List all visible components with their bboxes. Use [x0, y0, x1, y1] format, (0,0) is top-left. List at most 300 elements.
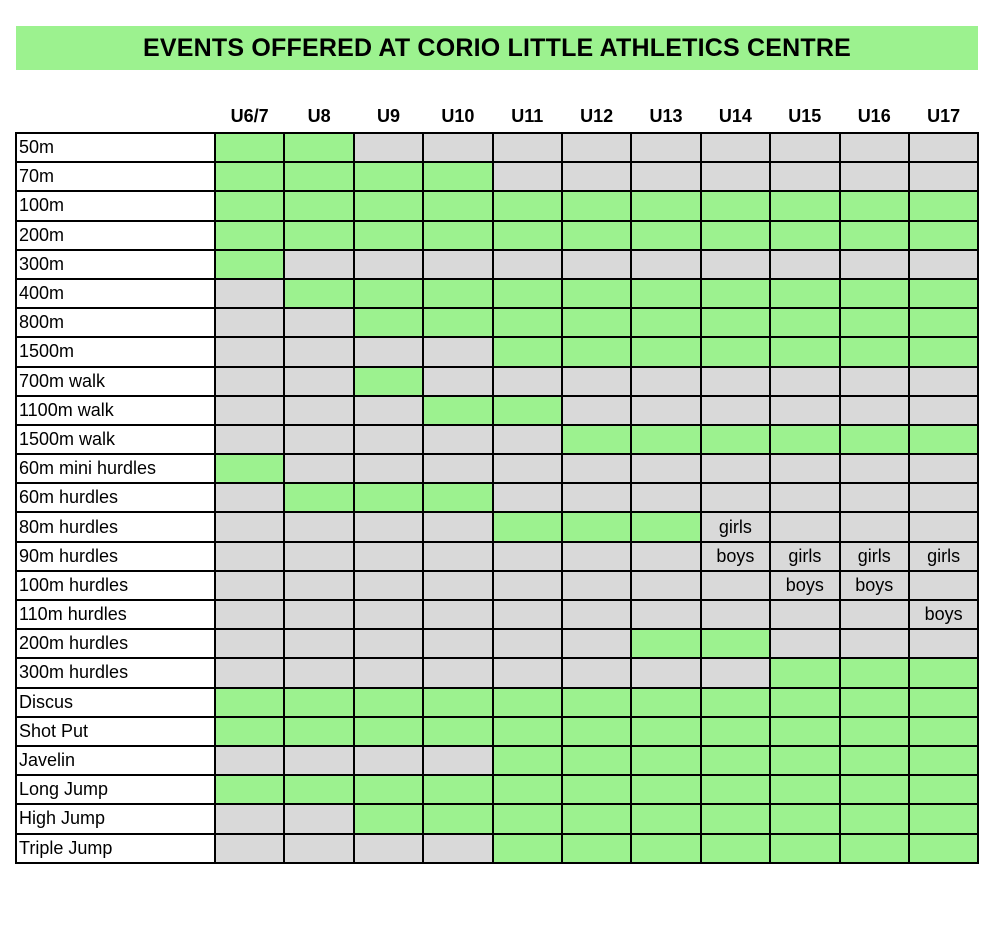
not-offered-cell — [284, 571, 353, 600]
not-offered-cell — [284, 512, 353, 541]
offered-cell — [770, 775, 839, 804]
events-table — [15, 132, 979, 864]
event-name: Shot Put — [16, 717, 215, 746]
offered-cell — [562, 717, 631, 746]
not-offered-cell — [354, 454, 423, 483]
offered-cell — [631, 688, 700, 717]
offered-cell — [423, 775, 492, 804]
not-offered-cell — [354, 600, 423, 629]
not-offered-cell — [701, 133, 770, 162]
not-offered-cell: boys — [701, 542, 770, 571]
not-offered-cell — [423, 250, 492, 279]
offered-cell — [493, 834, 562, 863]
offered-cell — [701, 221, 770, 250]
not-offered-cell — [493, 133, 562, 162]
not-offered-cell — [701, 658, 770, 687]
offered-cell — [701, 425, 770, 454]
age-group-label: U14 — [718, 106, 752, 126]
event-name: 100m hurdles — [16, 571, 215, 600]
offered-cell — [215, 775, 284, 804]
event-name: Long Jump — [16, 775, 215, 804]
event-name: 1500m walk — [16, 425, 215, 454]
not-offered-cell — [215, 571, 284, 600]
offered-cell — [493, 221, 562, 250]
offered-cell — [354, 367, 423, 396]
offered-cell — [423, 162, 492, 191]
age-group-label: U17 — [927, 106, 961, 126]
offered-cell — [631, 746, 700, 775]
age-group-label: U12 — [580, 106, 614, 126]
not-offered-cell — [215, 308, 284, 337]
table-row — [16, 600, 978, 629]
offered-cell — [631, 775, 700, 804]
not-offered-cell — [215, 425, 284, 454]
table-row — [16, 162, 978, 191]
offered-cell — [215, 221, 284, 250]
event-name: 300m — [16, 250, 215, 279]
age-group-label: U8 — [307, 106, 331, 126]
offered-cell — [215, 688, 284, 717]
age-group-label: U15 — [788, 106, 822, 126]
not-offered-cell — [770, 629, 839, 658]
offered-cell — [493, 191, 562, 220]
offered-cell — [215, 162, 284, 191]
offered-cell — [840, 775, 909, 804]
offered-cell — [493, 512, 562, 541]
offered-cell — [631, 337, 700, 366]
not-offered-cell — [631, 483, 700, 512]
not-offered-cell — [354, 746, 423, 775]
offered-cell — [423, 191, 492, 220]
not-offered-cell — [631, 658, 700, 687]
not-offered-cell — [493, 571, 562, 600]
table-row — [16, 629, 978, 658]
not-offered-cell — [770, 396, 839, 425]
event-name: 800m — [16, 308, 215, 337]
not-offered-cell — [215, 542, 284, 571]
not-offered-cell — [562, 133, 631, 162]
offered-cell — [284, 483, 353, 512]
not-offered-cell — [562, 367, 631, 396]
not-offered-cell — [493, 542, 562, 571]
event-name: Javelin — [16, 746, 215, 775]
offered-cell — [215, 454, 284, 483]
offered-cell — [423, 279, 492, 308]
offered-cell — [770, 804, 839, 833]
table-row — [16, 512, 978, 541]
offered-cell — [631, 629, 700, 658]
offered-cell — [423, 221, 492, 250]
not-offered-cell — [215, 512, 284, 541]
event-name: 700m walk — [16, 367, 215, 396]
not-offered-cell — [423, 600, 492, 629]
offered-cell — [840, 688, 909, 717]
age-group-label: U6/7 — [230, 106, 269, 126]
not-offered-cell — [701, 571, 770, 600]
event-name: 200m hurdles — [16, 629, 215, 658]
offered-cell — [354, 279, 423, 308]
table-row — [16, 746, 978, 775]
not-offered-cell — [354, 658, 423, 687]
not-offered-cell — [909, 367, 978, 396]
event-name: 1500m — [16, 337, 215, 366]
offered-cell — [423, 688, 492, 717]
offered-cell — [493, 688, 562, 717]
not-offered-cell: boys — [909, 600, 978, 629]
offered-cell — [701, 775, 770, 804]
not-offered-cell — [354, 425, 423, 454]
not-offered-cell — [423, 658, 492, 687]
not-offered-cell — [770, 454, 839, 483]
offered-cell — [423, 804, 492, 833]
offered-cell — [354, 804, 423, 833]
offered-cell — [909, 658, 978, 687]
not-offered-cell — [631, 396, 700, 425]
not-offered-cell — [423, 337, 492, 366]
not-offered-cell — [354, 571, 423, 600]
offered-cell — [840, 804, 909, 833]
not-offered-cell — [354, 542, 423, 571]
offered-cell — [701, 688, 770, 717]
not-offered-cell — [284, 337, 353, 366]
offered-cell — [284, 191, 353, 220]
not-offered-cell — [909, 162, 978, 191]
not-offered-cell — [284, 425, 353, 454]
not-offered-cell — [423, 746, 492, 775]
offered-cell — [631, 804, 700, 833]
offered-cell — [770, 717, 839, 746]
not-offered-cell — [562, 483, 631, 512]
not-offered-cell — [770, 367, 839, 396]
not-offered-cell — [423, 133, 492, 162]
not-offered-cell — [909, 133, 978, 162]
offered-cell — [354, 308, 423, 337]
offered-cell — [701, 191, 770, 220]
offered-cell — [770, 658, 839, 687]
not-offered-cell — [354, 337, 423, 366]
event-name: 80m hurdles — [16, 512, 215, 541]
offered-cell — [284, 133, 353, 162]
table-row — [16, 425, 978, 454]
event-name: 400m — [16, 279, 215, 308]
not-offered-cell — [284, 834, 353, 863]
offered-cell — [701, 308, 770, 337]
offered-cell — [562, 804, 631, 833]
event-name: 70m — [16, 162, 215, 191]
age-group-label: U10 — [441, 106, 475, 126]
not-offered-cell — [493, 600, 562, 629]
offered-cell — [423, 308, 492, 337]
not-offered-cell — [493, 162, 562, 191]
offered-cell — [840, 191, 909, 220]
offered-cell — [631, 717, 700, 746]
not-offered-cell — [354, 512, 423, 541]
not-offered-cell: boys — [770, 571, 839, 600]
table-row — [16, 396, 978, 425]
not-offered-cell — [701, 367, 770, 396]
offered-cell — [631, 512, 700, 541]
not-offered-cell — [840, 162, 909, 191]
not-offered-cell — [840, 250, 909, 279]
offered-cell — [909, 308, 978, 337]
offered-cell — [770, 834, 839, 863]
not-offered-cell — [631, 367, 700, 396]
not-offered-cell — [909, 396, 978, 425]
event-name: Triple Jump — [16, 834, 215, 863]
not-offered-cell — [562, 600, 631, 629]
offered-cell — [909, 425, 978, 454]
offered-cell — [840, 279, 909, 308]
offered-cell — [423, 717, 492, 746]
not-offered-cell — [909, 629, 978, 658]
event-name: 300m hurdles — [16, 658, 215, 687]
offered-cell — [770, 688, 839, 717]
offered-cell — [770, 337, 839, 366]
offered-cell — [562, 746, 631, 775]
age-group-label: U11 — [511, 106, 544, 126]
page-title: EVENTS OFFERED AT CORIO LITTLE ATHLETICS CENTRE — [16, 26, 978, 70]
not-offered-cell — [562, 571, 631, 600]
not-offered-cell — [701, 162, 770, 191]
event-name: 90m hurdles — [16, 542, 215, 571]
offered-cell — [840, 658, 909, 687]
offered-cell — [909, 804, 978, 833]
not-offered-cell: girls — [770, 542, 839, 571]
not-offered-cell — [562, 454, 631, 483]
not-offered-cell — [423, 629, 492, 658]
not-offered-cell — [840, 600, 909, 629]
table-row — [16, 454, 978, 483]
offered-cell — [215, 133, 284, 162]
not-offered-cell — [423, 425, 492, 454]
not-offered-cell — [562, 250, 631, 279]
offered-cell — [840, 834, 909, 863]
event-name: 200m — [16, 221, 215, 250]
not-offered-cell — [840, 396, 909, 425]
offered-cell — [562, 512, 631, 541]
not-offered-cell — [631, 600, 700, 629]
table-row — [16, 717, 978, 746]
table-row — [16, 571, 978, 600]
offered-cell — [284, 688, 353, 717]
offered-cell — [770, 425, 839, 454]
not-offered-cell — [493, 425, 562, 454]
not-offered-cell — [423, 367, 492, 396]
not-offered-cell — [284, 629, 353, 658]
not-offered-cell — [284, 804, 353, 833]
offered-cell — [493, 279, 562, 308]
offered-cell — [840, 717, 909, 746]
not-offered-cell — [631, 571, 700, 600]
not-offered-cell — [631, 454, 700, 483]
offered-cell — [909, 688, 978, 717]
not-offered-cell — [770, 512, 839, 541]
not-offered-cell — [354, 629, 423, 658]
offered-cell — [562, 425, 631, 454]
not-offered-cell — [215, 483, 284, 512]
offered-cell — [770, 746, 839, 775]
table-row — [16, 367, 978, 396]
offered-cell — [631, 425, 700, 454]
not-offered-cell — [840, 133, 909, 162]
not-offered-cell — [909, 483, 978, 512]
not-offered-cell — [562, 658, 631, 687]
offered-cell — [840, 746, 909, 775]
offered-cell — [631, 279, 700, 308]
age-group-label: U16 — [857, 106, 891, 126]
offered-cell — [770, 279, 839, 308]
not-offered-cell — [562, 629, 631, 658]
not-offered-cell — [215, 658, 284, 687]
not-offered-cell — [840, 512, 909, 541]
offered-cell — [562, 279, 631, 308]
not-offered-cell — [562, 162, 631, 191]
offered-cell — [493, 717, 562, 746]
offered-cell — [284, 717, 353, 746]
not-offered-cell — [215, 804, 284, 833]
offered-cell — [493, 337, 562, 366]
not-offered-cell — [423, 571, 492, 600]
table-row — [16, 688, 978, 717]
offered-cell — [909, 191, 978, 220]
table-row — [16, 542, 978, 571]
event-name: High Jump — [16, 804, 215, 833]
not-offered-cell — [493, 629, 562, 658]
offered-cell — [215, 717, 284, 746]
not-offered-cell — [631, 133, 700, 162]
offered-cell — [423, 483, 492, 512]
offered-cell — [701, 629, 770, 658]
offered-cell — [631, 834, 700, 863]
not-offered-cell — [354, 396, 423, 425]
offered-cell — [701, 717, 770, 746]
not-offered-cell — [284, 658, 353, 687]
not-offered-cell: girls — [701, 512, 770, 541]
not-offered-cell — [701, 600, 770, 629]
event-name: 50m — [16, 133, 215, 162]
table-row — [16, 279, 978, 308]
age-group-header — [215, 103, 978, 129]
event-name: 110m hurdles — [16, 600, 215, 629]
not-offered-cell — [215, 337, 284, 366]
table-row — [16, 191, 978, 220]
offered-cell — [631, 308, 700, 337]
offered-cell — [840, 337, 909, 366]
not-offered-cell: girls — [840, 542, 909, 571]
not-offered-cell — [215, 600, 284, 629]
not-offered-cell — [701, 483, 770, 512]
offered-cell — [215, 191, 284, 220]
offered-cell — [562, 337, 631, 366]
not-offered-cell — [562, 396, 631, 425]
not-offered-cell — [354, 133, 423, 162]
not-offered-cell — [701, 396, 770, 425]
offered-cell — [701, 746, 770, 775]
offered-cell — [770, 308, 839, 337]
event-name: Discus — [16, 688, 215, 717]
table-row — [16, 804, 978, 833]
not-offered-cell — [215, 629, 284, 658]
not-offered-cell — [631, 250, 700, 279]
not-offered-cell — [770, 162, 839, 191]
table-row — [16, 834, 978, 863]
not-offered-cell — [215, 746, 284, 775]
offered-cell — [562, 191, 631, 220]
table-row — [16, 250, 978, 279]
offered-cell — [354, 717, 423, 746]
offered-cell — [562, 688, 631, 717]
offered-cell — [909, 221, 978, 250]
event-name: 60m hurdles — [16, 483, 215, 512]
not-offered-cell — [423, 542, 492, 571]
table-row — [16, 337, 978, 366]
not-offered-cell — [493, 658, 562, 687]
offered-cell — [909, 337, 978, 366]
offered-cell — [493, 308, 562, 337]
not-offered-cell — [215, 279, 284, 308]
table-row — [16, 308, 978, 337]
not-offered-cell — [284, 454, 353, 483]
offered-cell — [284, 221, 353, 250]
not-offered-cell — [909, 512, 978, 541]
table-row — [16, 483, 978, 512]
age-group-label: U13 — [649, 106, 683, 126]
not-offered-cell — [631, 162, 700, 191]
offered-cell — [493, 804, 562, 833]
not-offered-cell — [701, 454, 770, 483]
offered-cell — [562, 834, 631, 863]
offered-cell — [284, 775, 353, 804]
not-offered-cell — [354, 250, 423, 279]
offered-cell — [701, 804, 770, 833]
not-offered-cell — [215, 367, 284, 396]
offered-cell — [631, 221, 700, 250]
event-name: 1100m walk — [16, 396, 215, 425]
table-row — [16, 775, 978, 804]
not-offered-cell — [284, 746, 353, 775]
offered-cell — [215, 250, 284, 279]
offered-cell — [840, 425, 909, 454]
not-offered-cell — [909, 250, 978, 279]
not-offered-cell — [770, 133, 839, 162]
offered-cell — [909, 834, 978, 863]
not-offered-cell — [909, 454, 978, 483]
not-offered-cell — [423, 454, 492, 483]
not-offered-cell — [493, 483, 562, 512]
not-offered-cell — [354, 834, 423, 863]
offered-cell — [493, 746, 562, 775]
not-offered-cell — [770, 483, 839, 512]
not-offered-cell — [493, 367, 562, 396]
offered-cell — [840, 308, 909, 337]
offered-cell — [701, 834, 770, 863]
not-offered-cell — [284, 396, 353, 425]
offered-cell — [354, 162, 423, 191]
not-offered-cell: boys — [840, 571, 909, 600]
offered-cell — [562, 308, 631, 337]
not-offered-cell — [284, 367, 353, 396]
offered-cell — [354, 688, 423, 717]
offered-cell — [909, 746, 978, 775]
offered-cell — [840, 221, 909, 250]
not-offered-cell — [493, 454, 562, 483]
offered-cell — [284, 279, 353, 308]
not-offered-cell — [493, 250, 562, 279]
not-offered-cell — [840, 367, 909, 396]
not-offered-cell — [840, 454, 909, 483]
not-offered-cell — [840, 629, 909, 658]
age-group-label: U9 — [376, 106, 400, 126]
